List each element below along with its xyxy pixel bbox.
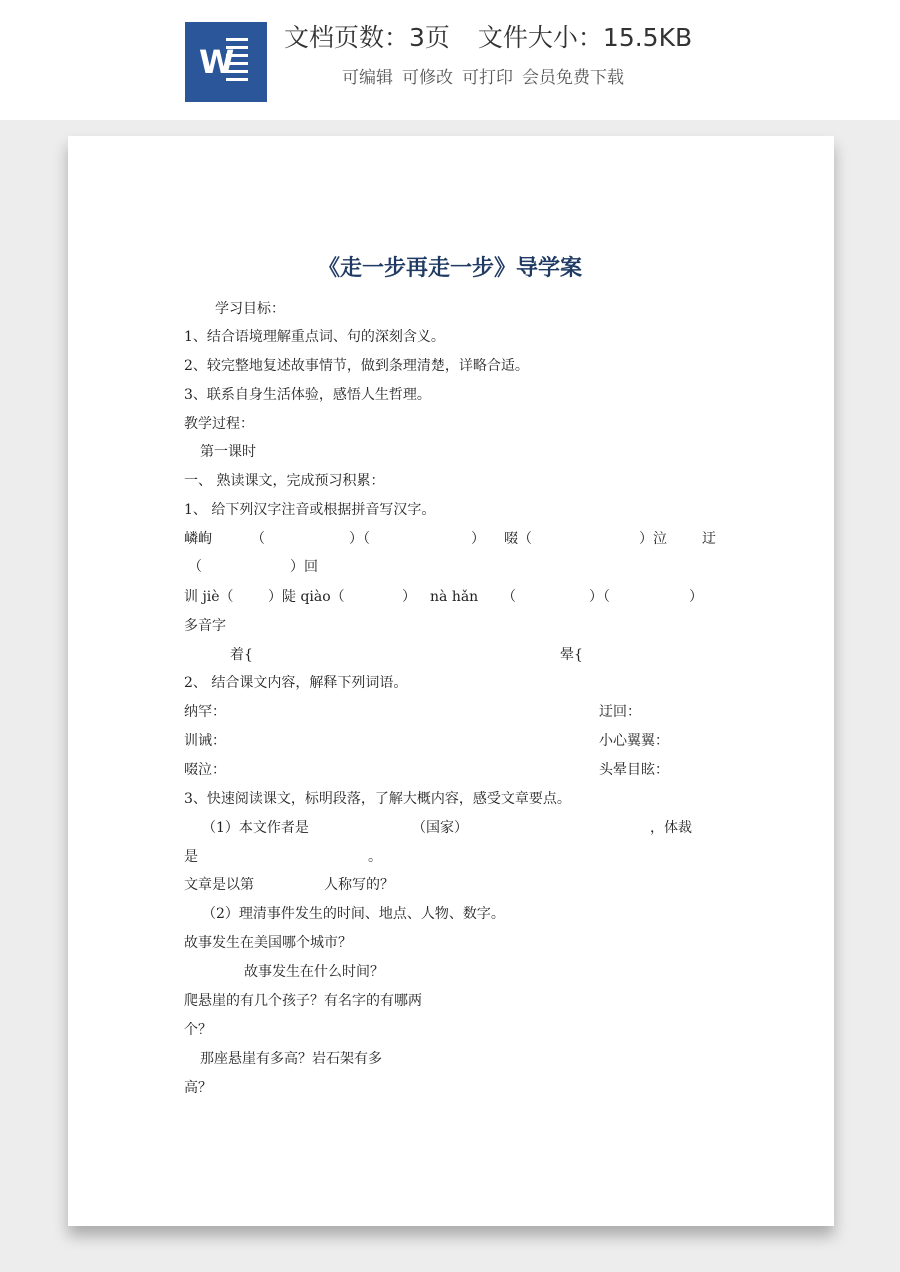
word-letter: W [199, 43, 235, 81]
feature-editable: 可编辑 [342, 68, 393, 88]
goal-1: 1、结合语境理解重点词、句的深刻含义。 [184, 329, 445, 345]
word-naohan: 纳罕： [184, 704, 226, 720]
exercise-char-hui: ）回 [290, 559, 318, 575]
goal-2: 2、较完整地复述故事情节，做到条理清楚，详略合适。 [184, 358, 529, 374]
question-1-country: （国家） [412, 820, 468, 836]
task-1: 1、 给下列汉字注音或根据拼音写汉字。 [184, 502, 436, 518]
exercise-paren: （ [188, 559, 202, 575]
file-size: 文件大小：15.5KB [477, 23, 693, 52]
page-count: 文档页数：3页 [284, 23, 450, 52]
question-1-person: 文章是以第 [184, 877, 254, 893]
question-1-period: 。 [368, 849, 382, 865]
lesson-heading: 第一课时 [200, 444, 256, 460]
task-2: 2、 结合课文内容，解释下列词语。 [184, 675, 408, 691]
exercise-paren: ）（ [589, 589, 610, 605]
exercise-pinyin-nahan: nà hǎn [430, 589, 479, 605]
question-2-cliff: 那座悬崖有多高？岩石架有多 [200, 1051, 382, 1067]
question-2-kids: 爬悬崖的有几个孩子？有名字的有哪两 [184, 993, 422, 1009]
exercise-paren: ） [689, 589, 703, 605]
question-2-kids-continued: 个？ [184, 1022, 212, 1038]
exercise-paren: ） [471, 531, 485, 547]
feature-member-download: 会员免费下载 [522, 68, 624, 88]
exercise-paren: ）（ [349, 531, 370, 547]
document-meta [284, 20, 692, 56]
polyphone-heading: 多音字 [184, 618, 226, 634]
task-3: 3、快速阅读课文，标明段落，了解大概内容，感受文章要点。 [184, 791, 571, 807]
polyphone-zhe: 着{ [230, 647, 253, 663]
goals-heading: 学习目标： [215, 301, 285, 317]
exercise-char-chuo: 啜（ [504, 531, 532, 547]
exercise-char-qi: ）泣 [639, 531, 667, 547]
exercise-pinyin-qiao: ）陡 qiào（ [268, 589, 345, 605]
word-document-icon [185, 22, 267, 102]
word-yuhui: 迂回： [599, 704, 641, 720]
feature-modifiable: 可修改 [402, 68, 453, 88]
document-page [68, 136, 834, 1226]
exercise-paren: （ [502, 589, 516, 605]
document-title: 《走一步再走一步》导学案 [317, 256, 582, 281]
feature-list [342, 64, 633, 92]
question-2-time: 故事发生在什么时间？ [244, 964, 384, 980]
exercise-char-yu: 迂 [702, 531, 716, 547]
download-info-banner [0, 0, 900, 120]
exercise-paren: ） [402, 589, 416, 605]
question-1-person-suffix: 人称写的？ [324, 877, 394, 893]
process-heading: 教学过程： [184, 416, 254, 432]
polyphone-yun: 晕{ [560, 647, 583, 663]
section-1-heading: 一、 熟读课文，完成预习积累： [184, 473, 385, 489]
word-xunjie: 训诫： [184, 733, 226, 749]
word-touyun: 头晕目眩： [599, 762, 669, 778]
word-xiaoxin: 小心翼翼： [599, 733, 669, 749]
question-1-shi: 是 [184, 849, 198, 865]
question-1-author: （1）本文作者是 [202, 820, 309, 836]
question-1-genre: ，体裁 [650, 820, 692, 836]
exercise-paren: （ [251, 531, 265, 547]
question-2-city: 故事发生在美国哪个城市？ [184, 935, 352, 951]
exercise-char-linxun: 嶙峋 [184, 531, 212, 547]
question-2: （2）理清事件发生的时间、地点、人物、数字。 [202, 906, 505, 922]
goal-3: 3、联系自身生活体验，感悟人生哲理。 [184, 387, 431, 403]
exercise-pinyin-jie: 训 jiè（ [184, 589, 234, 605]
word-chuoqi: 啜泣： [184, 762, 226, 778]
question-2-cliff-continued: 高？ [184, 1080, 212, 1096]
feature-printable: 可打印 [462, 68, 513, 88]
